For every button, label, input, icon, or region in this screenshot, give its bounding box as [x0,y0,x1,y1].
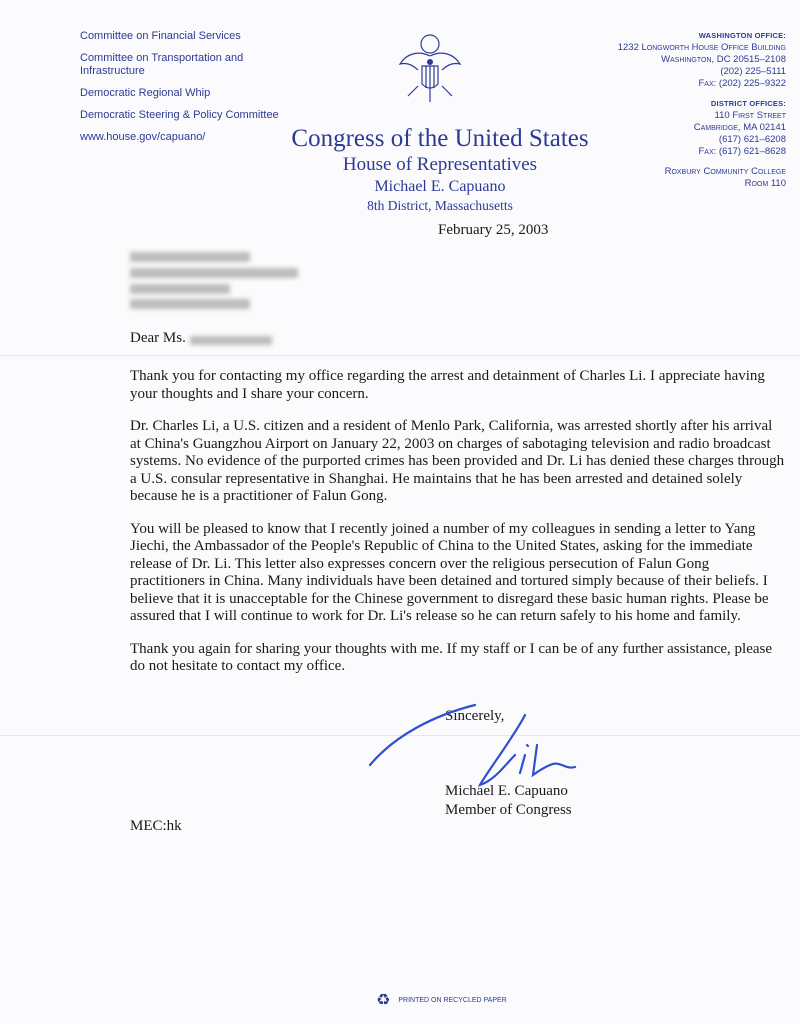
footer [376,992,507,1008]
salutation-text: Dear Ms. [130,330,186,346]
redacted-name [190,336,272,345]
address-line: Room 110 [744,178,786,189]
address-line: Washington, DC 20515–2108 [661,54,786,65]
address-line: Roxbury Community College [664,166,786,177]
address-line: 1232 Longworth House Office Building [617,42,786,53]
institution-name: Congress of the United States [291,125,589,152]
chamber-name: House of Representatives [342,154,538,175]
phone: (202) 225–5111 [720,66,786,77]
paragraph: Thank you for contacting my office regarding the arrest and detainment of Charles Li. I appreciate having your thoughts and I share your concern. [130,368,765,402]
committee-item: Committee on Financial Services [80,30,241,42]
recycle-icon: ♻ [376,990,391,1009]
closing: Sincerely, [445,708,505,724]
reference-initials: MEC:hk [130,818,182,834]
washington-office-heading: WASHINGTON OFFICE: [698,31,786,40]
committee-item: Committee on Transportation and Infrastructure [80,52,244,77]
address-line: Cambridge, MA 02141 [693,122,786,133]
district-offices-heading: DISTRICT OFFICES: [710,99,786,108]
paragraph: You will be pleased to know that I recently joined a number of my colleagues in sending a letter to Yang Jiechi, the Ambassador of the People's Republic of China to the United States, asking for the immediate release of Dr. Li. This letter also expresses concern over the religious persecution of Falun Gong practitioners in China. Many individuals have been detained and tortured simply because of their beliefs. I believe that it is unacceptable for the Chinese government to disregard these basic human rights. Please be assured that I will continue to work for Dr. Li's release so he can return safely to his home and family. [130,520,769,624]
paragraph: Dr. Charles Li, a U.S. citizen and a resident of Menlo Park, California, was arrested shortly after his arrival at China's Guangzhou Airport on January 22, 2003 on charges of sabotaging television and radio broadcast systems. No evidence of the purported crimes has been provided and Dr. Li has denied these charges through a U.S. consular representative in Shanghai. He maintains that he has been arrested and detained solely because he is a practitioner of Falun Gong. [130,418,785,504]
website-link[interactable]: www.house.gov/capuano/ [80,131,206,143]
office-addresses [566,30,786,198]
signer-name: Michael E. Capuano [445,783,568,799]
signature [365,695,605,795]
letter-date: February 25, 2003 [438,222,549,238]
paper-fold [0,355,800,356]
fax: Fax: (617) 621–8628 [698,146,786,157]
fax: Fax: (202) 225–9322 [698,78,786,89]
signer-title: Member of Congress [445,802,572,818]
great-seal-icon [398,30,462,110]
paragraph: Thank you again for sharing your thoughts with me. If my staff or I can be of any further assistance, please do not hesitate to contact my office. [130,640,773,674]
letter-body [130,368,785,691]
phone: (617) 621–6208 [718,134,786,145]
committee-item: Democratic Regional Whip [80,87,211,99]
salutation [130,330,186,347]
member-name: Michael E. Capuano [374,178,506,195]
recycled-paper-note: PRINTED ON RECYCLED PAPER [398,996,507,1004]
committee-item: Democratic Steering & Policy Committee [80,109,279,121]
signature-block [445,782,572,820]
address-line: 110 First Street [714,110,786,121]
district: 8th District, Massachusetts [367,198,513,213]
